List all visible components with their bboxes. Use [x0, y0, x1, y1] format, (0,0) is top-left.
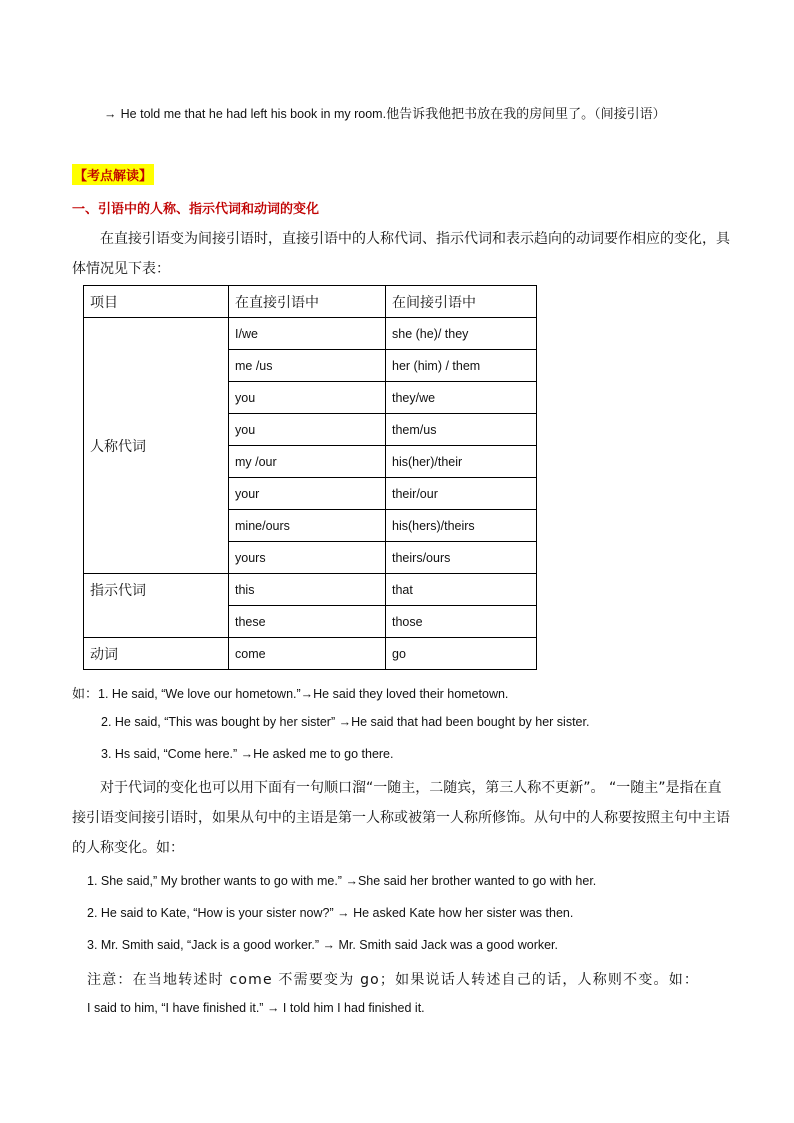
table-row [84, 638, 537, 670]
note-paragraph: 注意：在当地转述时 come 不需要变为 go；如果说话人转述自己的话，人称则不变。如： [87, 972, 700, 988]
indirect-cell: that [386, 574, 537, 606]
example-english: He told me that he had left his book in my room. [120, 107, 387, 121]
example-item: 1. He said, “We love our hometown.”→He said they loved their hometown. [98, 687, 509, 701]
table-header: 项目 [84, 286, 229, 318]
category-cell: 人称代词 [84, 318, 229, 574]
indirect-cell: them/us [386, 414, 537, 446]
direct-cell: this [229, 574, 386, 606]
indirect-cell: his(hers)/theirs [386, 510, 537, 542]
direct-cell: your [229, 478, 386, 510]
example-chinese: 他告诉我他把书放在我的房间里了。（间接引语） [386, 107, 666, 122]
direct-cell: these [229, 606, 386, 638]
indirect-cell: his(her)/their [386, 446, 537, 478]
example-item: 3. Mr. Smith said, “Jack is a good worker.” → Mr. Smith said Jack was a good worker. [87, 938, 559, 952]
direct-cell: you [229, 382, 386, 414]
example-item: 2. He said to Kate, “How is your sister now?” → He asked Kate how her sister was then. [87, 906, 574, 920]
direct-cell: yours [229, 542, 386, 574]
direct-cell: I/we [229, 318, 386, 350]
indirect-cell: go [386, 638, 537, 670]
direct-cell: come [229, 638, 386, 670]
example-item: 1. She said,” My brother wants to go with me.” →She said her brother wanted to go with her. [87, 874, 597, 888]
table-row [84, 318, 537, 350]
category-cell: 动词 [84, 638, 229, 670]
examples-block-1 [72, 683, 508, 702]
final-example: I said to him, “I have finished it.” → I told him I had finished it. [87, 1001, 425, 1015]
rule-paragraph: 对于代词的变化也可以用下面有一句顺口溜“一随主，二随宾，第三人称不更新”。 “一随主”是指在直接引语变间接引语时，如果从句中的主语是第一人称或被第一人称所修饰。从句中的人称要按照主句中主语的人称变化。如： [72, 780, 730, 856]
direct-cell: me /us [229, 350, 386, 382]
direct-cell: mine/ours [229, 510, 386, 542]
table-header-row [84, 286, 537, 318]
table-row [84, 574, 537, 606]
table-header: 在直接引语中 [229, 286, 386, 318]
indirect-cell: theirs/ours [386, 542, 537, 574]
example-item: 2. He said, “This was bought by her sister” →He said that had been bought by her sister. [101, 715, 590, 729]
indirect-cell: her (him) / them [386, 350, 537, 382]
indirect-cell: those [386, 606, 537, 638]
arrow-icon: → [104, 107, 117, 121]
intro-paragraph: 在直接引语变为间接引语时，直接引语中的人称代词、指示代词和表示趋向的动词要作相应的变化，具体情况见下表： [72, 231, 730, 277]
exam-point-tag: 【考点解读】 [72, 164, 154, 185]
examples-lead: 如： [72, 687, 99, 702]
indirect-cell: she (he)/ they [386, 318, 537, 350]
direct-cell: you [229, 414, 386, 446]
example-item: 3. Hs said, “Come here.” →He asked me to go there. [101, 747, 394, 761]
direct-cell: my /our [229, 446, 386, 478]
top-example [104, 103, 666, 122]
table-header: 在间接引语中 [386, 286, 537, 318]
indirect-cell: their/our [386, 478, 537, 510]
category-cell: 指示代词 [84, 574, 229, 638]
section-title: 一、引语中的人称、指示代词和动词的变化 [72, 202, 320, 217]
indirect-cell: they/we [386, 382, 537, 414]
pronoun-change-table [83, 285, 537, 670]
